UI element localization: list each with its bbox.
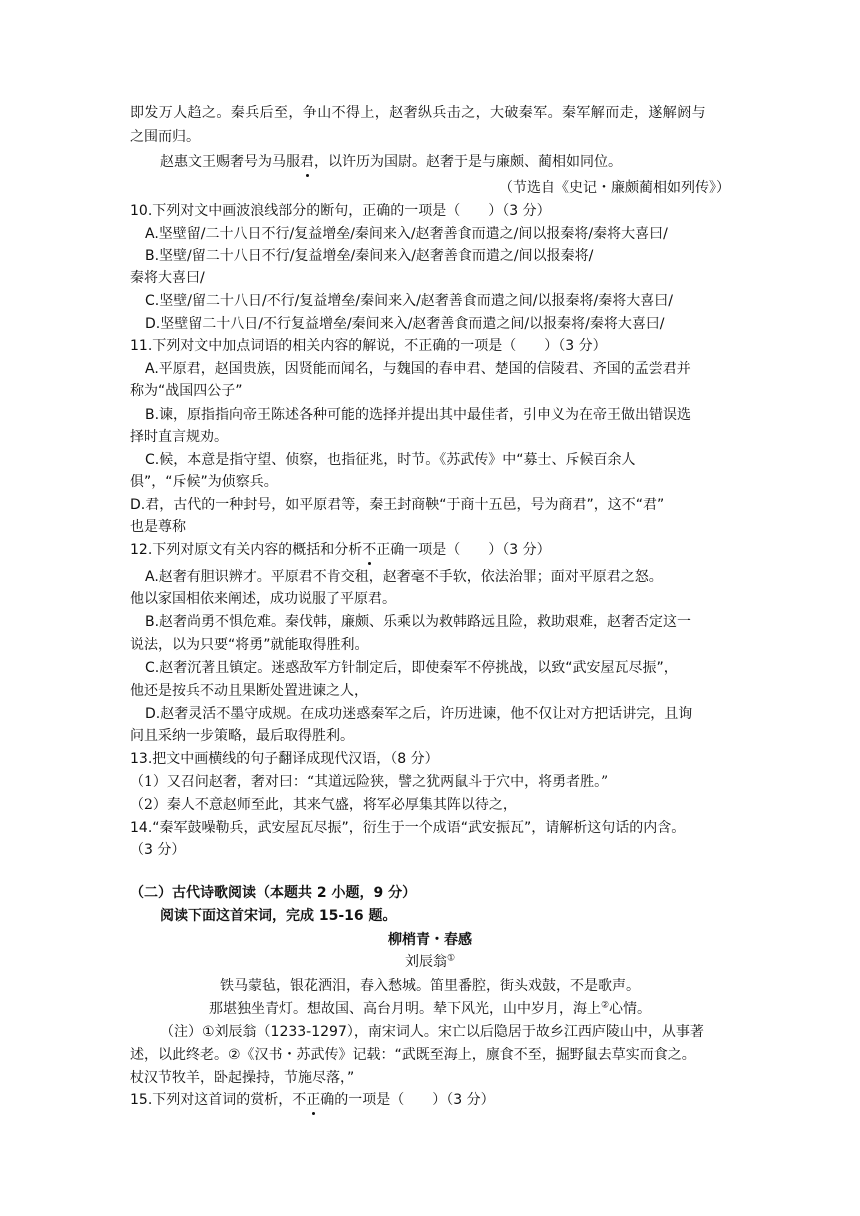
option-b-cont: 说法，以为只要“将勇”就能取得胜利。 <box>130 637 369 653</box>
translation-sentence-2: （2）秦人不意赵师至此，其来气盛，将军必厚集其阵以待之， <box>130 797 517 813</box>
option-a: A.坚壁留/二十八日不行/复益增垒/秦间来入/赵奢善食而遣之/间以报秦将/秦将大喜曰/ <box>145 226 668 242</box>
question-14-stem: 14.“秦军鼓噪勒兵，武安屋瓦尽振”，衍生于一个成语“武安振瓦”，请解析这句话的内含。 <box>130 820 686 836</box>
poem-note: 述，以此终老。②《汉书・苏武传》记载：“武既至海上，廪食不至，掘野鼠去草实而食之。 <box>130 1047 696 1063</box>
poem-line: 那堪独坐青灯。想故国、高台月明。辇下风光，山中岁月，海上②心情。 <box>208 1000 652 1017</box>
option-c: C.坚壁/留二十八日/不行/复益增垒/秦间来入/赵奢善食而遣之间/以报秦将/秦将大喜曰/ <box>145 293 673 309</box>
option-d-cont: 问且采纳一步策略，最后取得胜利。 <box>130 728 354 744</box>
option-b: B.坚壁/留二十八日不行/复益增垒/秦间来入/赵奢善食而遣之/间以报秦将/ <box>145 248 594 264</box>
section-instruction: 阅读下面这首宋词，完成 15-16 题。 <box>160 908 397 924</box>
option-a: A.平原君，赵国贵族，因贤能而闻名，与魏国的春申君、楚国的信陵君、齐国的孟尝君并 <box>145 361 691 377</box>
option-b-cont: 秦将大喜曰/ <box>130 270 205 286</box>
question-14-points: （3 分） <box>130 842 186 858</box>
translation-sentence-1: （1）又召问赵奢，奢对曰：“其道远险狭，譬之犹两鼠斗于穴中，将勇者胜。” <box>130 774 609 790</box>
question-13-stem: 13.把文中画横线的句子翻译成现代汉语，（8 分） <box>130 751 439 767</box>
passage-line: 即发万人趋之。秦兵后至，争山不得上，赵奢纵兵击之，大破秦军。秦军解而走，遂解阏与 <box>130 105 706 121</box>
poem-note: 杖汉节牧羊，卧起操持，节施尽落，” <box>130 1070 355 1086</box>
poem-note: （注）①刘辰翁（1233-1297），南宋词人。宋亡以后隐居于故乡江西庐陵山中，从事著 <box>160 1024 704 1040</box>
option-d: D.君，古代的一种封号，如平原君等，秦王封商鞅“于商十五邑，号为商君”，这不“君” <box>130 497 665 513</box>
option-a-cont: 他以家国相依来阐述，成功说服了平原君。 <box>130 591 396 607</box>
option-c: C.赵奢沉著且镇定。迷惑敌军方针制定后，即使秦军不停挑战，以致“武安屋瓦尽振”， <box>145 660 678 676</box>
emphasis-dot-word: 君 <box>300 154 314 170</box>
option-c: C.候，本意是指守望、侦察，也指征兆，时节。《苏武传》中“募士、斥候百余人 <box>145 452 636 468</box>
question-15-stem: 15.下列对这首词的赏析，不正确的一项是（ ）（3 分） <box>130 1092 495 1108</box>
option-d-cont: 也是尊称 <box>130 519 186 535</box>
option-b-cont: 择时直言规劝。 <box>130 429 228 445</box>
option-a: A.赵奢有胆识辨才。平原君不肯交租，赵奢毫不手软，依法治罪；面对平原君之怒。 <box>145 569 663 585</box>
emphasis-dot-word: 不正确 <box>292 1092 335 1108</box>
footnote-marker: ② <box>600 1000 610 1011</box>
question-10-stem: 10.下列对文中画波浪线部分的断句，正确的一项是（ ）（3 分） <box>130 203 551 219</box>
passage-line: 之围而归。 <box>130 129 200 145</box>
emphasis-dot-word: 不 <box>362 542 377 558</box>
option-c-cont: 他还是按兵不动且果断处置进谏之人， <box>130 683 368 699</box>
option-a-cont: 称为“战国四公子” <box>130 383 243 399</box>
poem-title: 柳梢青・春感 <box>388 932 472 948</box>
option-b: B.赵奢尚勇不惧危难。秦伐韩，廉颇、乐乘以为救韩路远且险，救助艰难，赵奢否定这一 <box>145 614 692 630</box>
question-11-stem: 11.下列对文中加点词语的相关内容的解说，不正确的一项是（ ）（3 分） <box>130 338 607 354</box>
option-d: D.赵奢灵活不墨守成规。在成功迷惑秦军之后，许历进谏，他不仅让对方把话讲完，且询 <box>145 706 693 722</box>
poem-line: 铁马蒙毡，银花洒泪，春入愁城。笛里番腔，街头戏鼓，不是歌声。 <box>220 978 640 994</box>
passage-source: （节选自《史记・廉颇蔺相如列传》） <box>499 180 730 196</box>
passage-line: 赵惠文王赐奢号为马服君，以许历为国尉。赵奢于是与廉颇、蔺相如同位。 <box>160 154 622 170</box>
option-c-cont: 俱”，“斥候”为侦察兵。 <box>130 474 278 490</box>
footnote-marker: ① <box>446 953 456 964</box>
section-heading: （二）古代诗歌阅读（本题共 2 小题，9 分） <box>130 885 417 901</box>
question-12-stem: 12.下列对原文有关内容的概括和分析不正确一项是（ ）（3 分） <box>130 542 551 558</box>
option-d: D.坚壁留二十八日/不行复益增垒/秦间来入/赵奢善食而遣之间/以报秦将/秦将大喜曰/ <box>145 316 665 332</box>
poem-author: 刘辰翁① <box>404 953 456 970</box>
option-b: B.谏，原指指向帝王陈述各种可能的选择并提出其中最佳者，引申义为在帝王做出错误选 <box>145 407 692 423</box>
